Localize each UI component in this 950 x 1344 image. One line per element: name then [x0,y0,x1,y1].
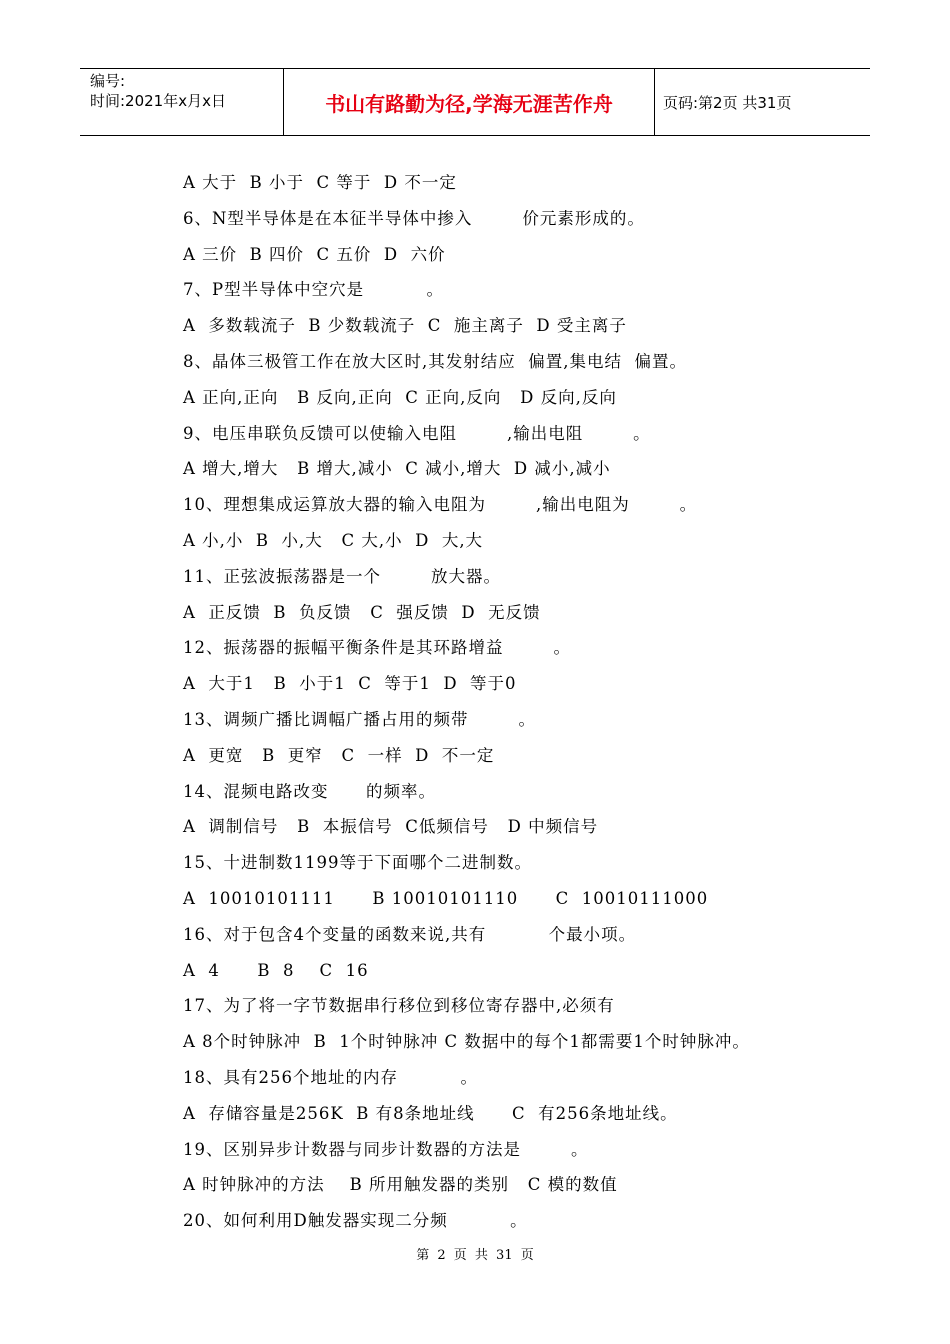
options-7: A 多数载流子 B 少数载流子 C 施主离子 D 受主离子 [183,316,627,336]
question-18: 18、具有256个地址的内存 。 [183,1067,478,1087]
options-18: A 存储容量是256K B 有8条地址线 C 有256条地址线。 [183,1103,678,1123]
header-motto: 书山有路勤为径,学海无涯苦作舟 [283,69,655,135]
question-20: 20、如何利用D触发器实现二分频 。 [183,1211,528,1231]
document-date: 时间:2021年x月x日 [90,92,226,110]
question-8: 8、晶体三极管工作在放大区时,其发射结应 偏置,集电结 偏置。 [183,351,687,371]
question-16: 16、对于包含4个变量的函数来说,共有 个最小项。 [183,924,637,944]
question-6: 6、N型半导体是在本征半导体中掺入 价元素形成的。 [183,208,645,228]
document-body [183,165,863,1239]
options-8: A 正向,正向 B 反向,正向 C 正向,反向 D 反向,反向 [183,387,617,407]
question-11: 11、正弦波振荡器是一个 放大器。 [183,566,501,586]
options-6: A 三价 B 四价 C 五价 D 六价 [183,244,446,264]
options-19: A 时钟脉冲的方法 B 所用触发器的类别 C 模的数值 [183,1175,618,1195]
options-16: A 4 B 8 C 16 [183,960,369,980]
question-13: 13、调频广播比调幅广播占用的频带 。 [183,709,536,729]
question-17: 17、为了将一字节数据串行移位到移位寄存器中,必须有 [183,996,615,1016]
options-17: A 8个时钟脉冲 B 1个时钟脉冲 C 数据中的每个1都需要1个时钟脉冲。 [183,1032,750,1052]
text-line: A 大于 B 小于 C 等于 D 不一定 [183,173,457,192]
question-19: 19、区别异步计数器与同步计数器的方法是 。 [183,1139,589,1159]
options-10: A 小,小 B 小,大 C 大,小 D 大,大 [183,530,484,550]
document-number-label: 编号: [90,72,126,90]
question-9: 9、电压串联负反馈可以使输入电阻 ,输出电阻 。 [183,423,651,443]
options-11: A 正反馈 B 负反馈 C 强反馈 D 无反馈 [183,602,541,622]
page-header [80,68,870,136]
options-13: A 更宽 B 更窄 C 一样 D 不一定 [183,745,495,765]
options-12: A 大于1 B 小于1 C 等于1 D 等于0 [183,674,517,694]
options-14: A 调制信号 B 本振信号 C低频信号 D 中频信号 [183,817,599,837]
options-15: A 10010101111 B 10010101110 C 10010111000 [183,888,709,908]
header-meta [80,69,283,135]
header-page-info: 页码:第2页 共31页 [663,93,792,112]
question-12: 12、振荡器的振幅平衡条件是其环路增益 。 [183,638,571,658]
question-15: 15、十进制数1199等于下面哪个二进制数。 [183,853,532,873]
question-14: 14、混频电路改变 的频率。 [183,781,436,801]
question-7: 7、P型半导体中空穴是 。 [183,280,445,300]
page-footer: 第 2 页 共 31 页 [416,1248,534,1263]
question-10: 10、理想集成运算放大器的输入电阻为 ,输出电阻为 。 [183,495,698,515]
options-9: A 增大,增大 B 增大,减小 C 减小,增大 D 减小,减小 [183,459,611,479]
